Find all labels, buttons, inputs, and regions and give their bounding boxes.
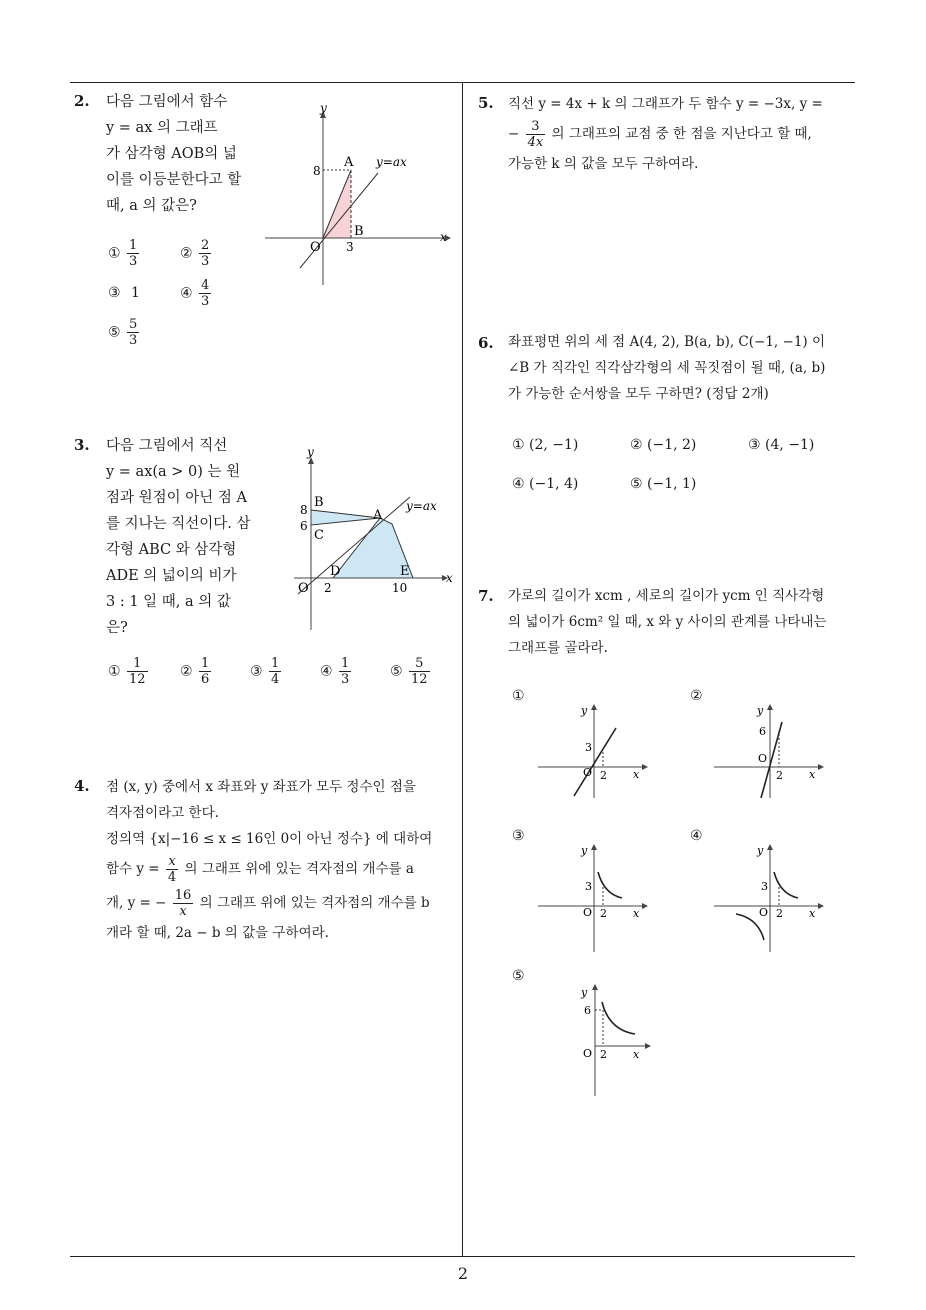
y-axis-arrow [592, 984, 598, 990]
origin-label: O [310, 240, 321, 255]
y-axis-label: y [307, 445, 314, 459]
question-text [508, 329, 860, 407]
origin-label: O [583, 766, 593, 779]
text-line: 직선 y = 4x + k 의 그래프가 두 함수 y = −3x, y = [508, 96, 823, 112]
text-line: 이를 이등분한다고 할 [106, 172, 242, 188]
choice-1[interactable] [108, 238, 141, 269]
tick-x-label: 2 [776, 907, 783, 920]
point-a-label: A [373, 508, 383, 523]
fraction: $\frac{5}{3}$ [129, 317, 138, 348]
bottom-rule [70, 1256, 855, 1257]
choice-value: 1 [131, 285, 140, 301]
text-line: 가 삼각형 AOB의 넓 [106, 146, 237, 162]
point-a-label: A [344, 155, 354, 170]
y-axis-label: y [757, 844, 764, 857]
x-axis-arrow [818, 764, 824, 770]
tick-y-label: 3 [761, 880, 768, 893]
question-text [508, 583, 860, 661]
text-line: 의 넓이가 6cm² 일 때, x 와 y 사이의 관계를 나타내는 [508, 614, 827, 630]
graph-option-4[interactable] [706, 840, 836, 955]
tick-y-label: 6 [759, 725, 766, 738]
fraction: $\frac{2}{3}$ [201, 238, 210, 269]
tick-x-label: 2 [600, 907, 607, 920]
y-axis-label: y [757, 704, 764, 717]
tick-3-label: 3 [346, 240, 354, 254]
choice-mark: ② [180, 663, 193, 680]
fraction: $\frac{5}{12}$ [411, 656, 428, 687]
graph-option-mark[interactable]: ③ [512, 828, 525, 844]
choice-1[interactable] [108, 656, 150, 687]
question-number: 6. [478, 334, 494, 352]
x-axis-arrow [642, 903, 648, 909]
question-text [106, 433, 256, 641]
tick-8-label: 8 [313, 164, 321, 178]
text-line: 가능한 k 의 값을 모두 구하여라. [508, 156, 699, 172]
y-axis-arrow [767, 844, 773, 850]
choice-mark: ⑤ [108, 324, 121, 341]
graph-option-3[interactable] [530, 840, 660, 955]
tick-y-label: 6 [584, 1004, 591, 1017]
fraction: $\frac{3}{4x}$ [527, 119, 544, 150]
point-d-label: D [330, 564, 341, 579]
fraction: $\frac{1}{6}$ [201, 656, 210, 687]
y-axis-label: y [320, 101, 327, 115]
text-line: 격자점이라고 한다. [106, 805, 219, 821]
y-axis-label: y [581, 844, 588, 857]
column-divider [462, 82, 463, 1256]
y-axis-arrow [591, 704, 597, 710]
choice-5[interactable] [108, 317, 141, 348]
choice-3[interactable] [108, 285, 140, 301]
x-axis-label: x [633, 1048, 640, 1061]
text-line: 가로의 길이가 xcm , 세로의 길이가 ycm 인 직사각형 [508, 588, 825, 604]
text-line: 개, y = − $\frac{16}{x}$ 의 그래프 위에 있는 격자점의 개수를 b [106, 888, 430, 919]
fraction: $\frac{1}{3}$ [341, 656, 350, 687]
text-line: 가 가능한 순서쌍을 모두 구하면? (정답 2개) [508, 386, 769, 402]
origin-label: O [583, 906, 593, 919]
text-line: 그래프를 골라라. [508, 640, 608, 656]
tick-2-label: 2 [324, 581, 332, 595]
text-line: 다음 그림에서 함수 [106, 94, 228, 110]
y-axis-arrow [767, 704, 773, 710]
text-line: y = ax(a > 0) 는 원 [106, 464, 241, 480]
x-axis-arrow [645, 1043, 651, 1049]
choice-2[interactable]: ② (−1, 2) [630, 437, 697, 453]
question-number: 2. [74, 92, 90, 110]
text-line: ∠B 가 직각인 직각삼각형의 세 꼭짓점이 될 때, (a, b) [508, 360, 826, 376]
triangles-abc-ade-figure [280, 442, 460, 634]
fraction: $\frac{16}{x}$ [174, 888, 192, 919]
triangle-aob-figure [260, 100, 460, 290]
point-c-label: C [314, 528, 324, 543]
line-label: y=ax [376, 155, 407, 169]
point-e-label: E [400, 564, 410, 579]
choice-2[interactable] [180, 238, 213, 269]
hyperbola-curve [598, 872, 622, 898]
origin-label: O [583, 1047, 593, 1060]
text-line: 점과 원점이 아닌 점 A [106, 490, 247, 506]
point-b-label: B [314, 495, 324, 510]
tick-10-label: 10 [392, 581, 408, 595]
page-number: 2 [457, 1264, 469, 1283]
hyperbola-curve [602, 1002, 635, 1034]
x-axis-label: x [809, 768, 816, 781]
origin-label: O [759, 906, 769, 919]
choice-mark: ④ [320, 663, 333, 680]
tick-x-label: 2 [600, 769, 607, 782]
x-axis-label: x [633, 768, 640, 781]
choice-2[interactable] [180, 656, 213, 687]
x-axis-label: x [446, 571, 453, 585]
line-label: y=ax [406, 499, 437, 513]
question-number: 3. [74, 436, 90, 454]
graph-option-mark[interactable]: ④ [690, 828, 703, 844]
question-number: 4. [74, 777, 90, 795]
x-axis-label: x [809, 907, 816, 920]
fraction: $\frac{x}{4}$ [167, 854, 177, 885]
text-line: − $\frac{3}{4x}$ 의 그래프의 교점 중 한 점을 지난다고 할 때, [508, 119, 812, 150]
choice-4[interactable]: ④ (−1, 4) [512, 476, 579, 492]
choice-mark: ⑤ [390, 663, 403, 680]
tick-8-label: 8 [300, 503, 308, 517]
text-line: 좌표평면 위의 세 점 A(4, 2), B(a, b), C(−1, −1) 이 [508, 334, 826, 350]
y-axis-label: y [581, 704, 588, 717]
question-text [508, 91, 860, 177]
choice-3[interactable] [250, 656, 283, 687]
choice-3[interactable]: ③ (4, −1) [748, 437, 815, 453]
question-number: 5. [478, 94, 494, 112]
text-line: 함수 y = $\frac{x}{4}$ 의 그래프 위에 있는 격자점의 개수를 a [106, 854, 414, 885]
graph-option-2[interactable] [706, 700, 836, 800]
tick-y-label: 3 [585, 741, 592, 754]
tick-x-label: 2 [600, 1048, 607, 1061]
text-line: 은? [106, 620, 128, 636]
triangle-abc-shading [311, 510, 380, 525]
text-line: 3 : 1 일 때, a 의 값 [106, 594, 231, 610]
text-line: ADE 의 넓이의 비가 [106, 568, 237, 584]
text-line: y = ax 의 그래프 [106, 120, 218, 136]
fraction: $\frac{1}{12}$ [129, 656, 146, 687]
fraction: $\frac{4}{3}$ [201, 278, 210, 309]
graph-option-1[interactable] [530, 700, 660, 800]
choice-mark: ① [108, 663, 121, 680]
graph-option-mark[interactable]: ⑤ [512, 968, 525, 984]
y-axis-arrow [591, 844, 597, 850]
fraction: $\frac{1}{4}$ [271, 656, 280, 687]
text-line: 다음 그림에서 직선 [106, 438, 228, 454]
x-axis-arrow [818, 903, 824, 909]
point-b-label: B [354, 224, 364, 239]
origin-label: O [758, 752, 768, 765]
origin-label: O [298, 581, 309, 596]
text-line: 개라 할 때, 2a − b 의 값을 구하여라. [106, 925, 329, 941]
choice-mark: ② [180, 245, 193, 262]
graph-option-5[interactable] [565, 978, 665, 1100]
hyperbola-curve-right [774, 872, 798, 898]
text-line: 를 지나는 직선이다. 삼 [106, 516, 251, 532]
tick-x-label: 2 [776, 769, 783, 782]
choice-5[interactable] [390, 656, 432, 687]
graph-option-mark[interactable]: ② [690, 688, 703, 704]
fraction: $\frac{1}{3}$ [129, 238, 138, 269]
choice-5[interactable]: ⑤ (−1, 1) [630, 476, 697, 492]
choice-mark: ① [108, 245, 121, 262]
choice-4[interactable] [180, 278, 213, 309]
text-line: 정의역 {x|−16 ≤ x ≤ 16인 0이 아닌 정수} 에 대하여 [106, 831, 433, 847]
choice-mark: ③ [108, 285, 121, 301]
x-axis-label: x [633, 907, 640, 920]
tick-6-label: 6 [300, 519, 308, 533]
question-text [106, 774, 458, 946]
graph-line [574, 728, 616, 796]
x-axis-arrow [642, 764, 648, 770]
choice-1[interactable]: ① (2, −1) [512, 437, 579, 453]
y-axis-label: y [581, 986, 588, 999]
text-line: 각형 ABC 와 삼각형 [106, 542, 237, 558]
choice-mark: ④ [180, 285, 193, 302]
question-number: 7. [478, 587, 494, 605]
tick-y-label: 3 [585, 880, 592, 893]
choice-mark: ③ [250, 663, 263, 680]
text-line: 때, a 의 값은? [106, 198, 197, 214]
graph-option-mark[interactable]: ① [512, 688, 525, 704]
text-line: 점 (x, y) 중에서 x 좌표와 y 좌표가 모두 정수인 점을 [106, 779, 416, 795]
choice-4[interactable] [320, 656, 353, 687]
question-text [106, 89, 256, 219]
x-axis-label: x [440, 230, 447, 244]
